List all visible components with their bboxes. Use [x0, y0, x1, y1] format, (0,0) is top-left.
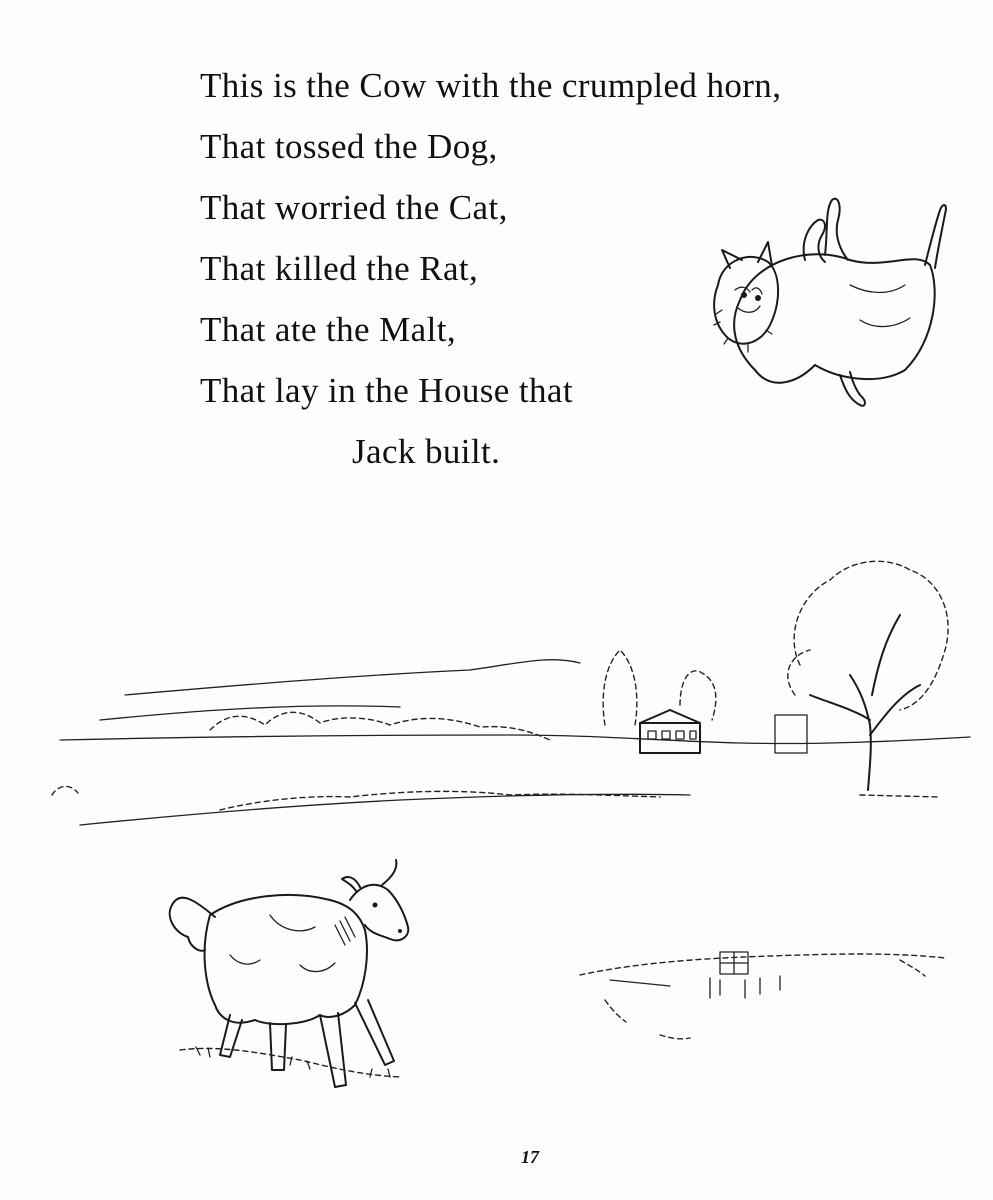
- verse-line-2: That tossed the Dog,: [200, 127, 498, 166]
- page-number: 17: [521, 1147, 539, 1167]
- verse-line-6: That lay in the House that: [200, 371, 573, 410]
- verse: [200, 55, 781, 482]
- verse-line-1: This is the Cow with the crumpled horn,: [200, 66, 782, 105]
- verse-line-5: That ate the Malt,: [200, 310, 456, 349]
- verse-line-3: That worried the Cat,: [200, 188, 508, 227]
- cow-drawing: [160, 855, 430, 1100]
- verse-line-4: That killed the Rat,: [200, 249, 479, 288]
- tossed-dog-drawing: [700, 190, 960, 420]
- pond-drawing: [570, 940, 960, 1050]
- verse-line-7: Jack built.: [352, 432, 501, 471]
- countryside-landscape-drawing: [40, 545, 980, 835]
